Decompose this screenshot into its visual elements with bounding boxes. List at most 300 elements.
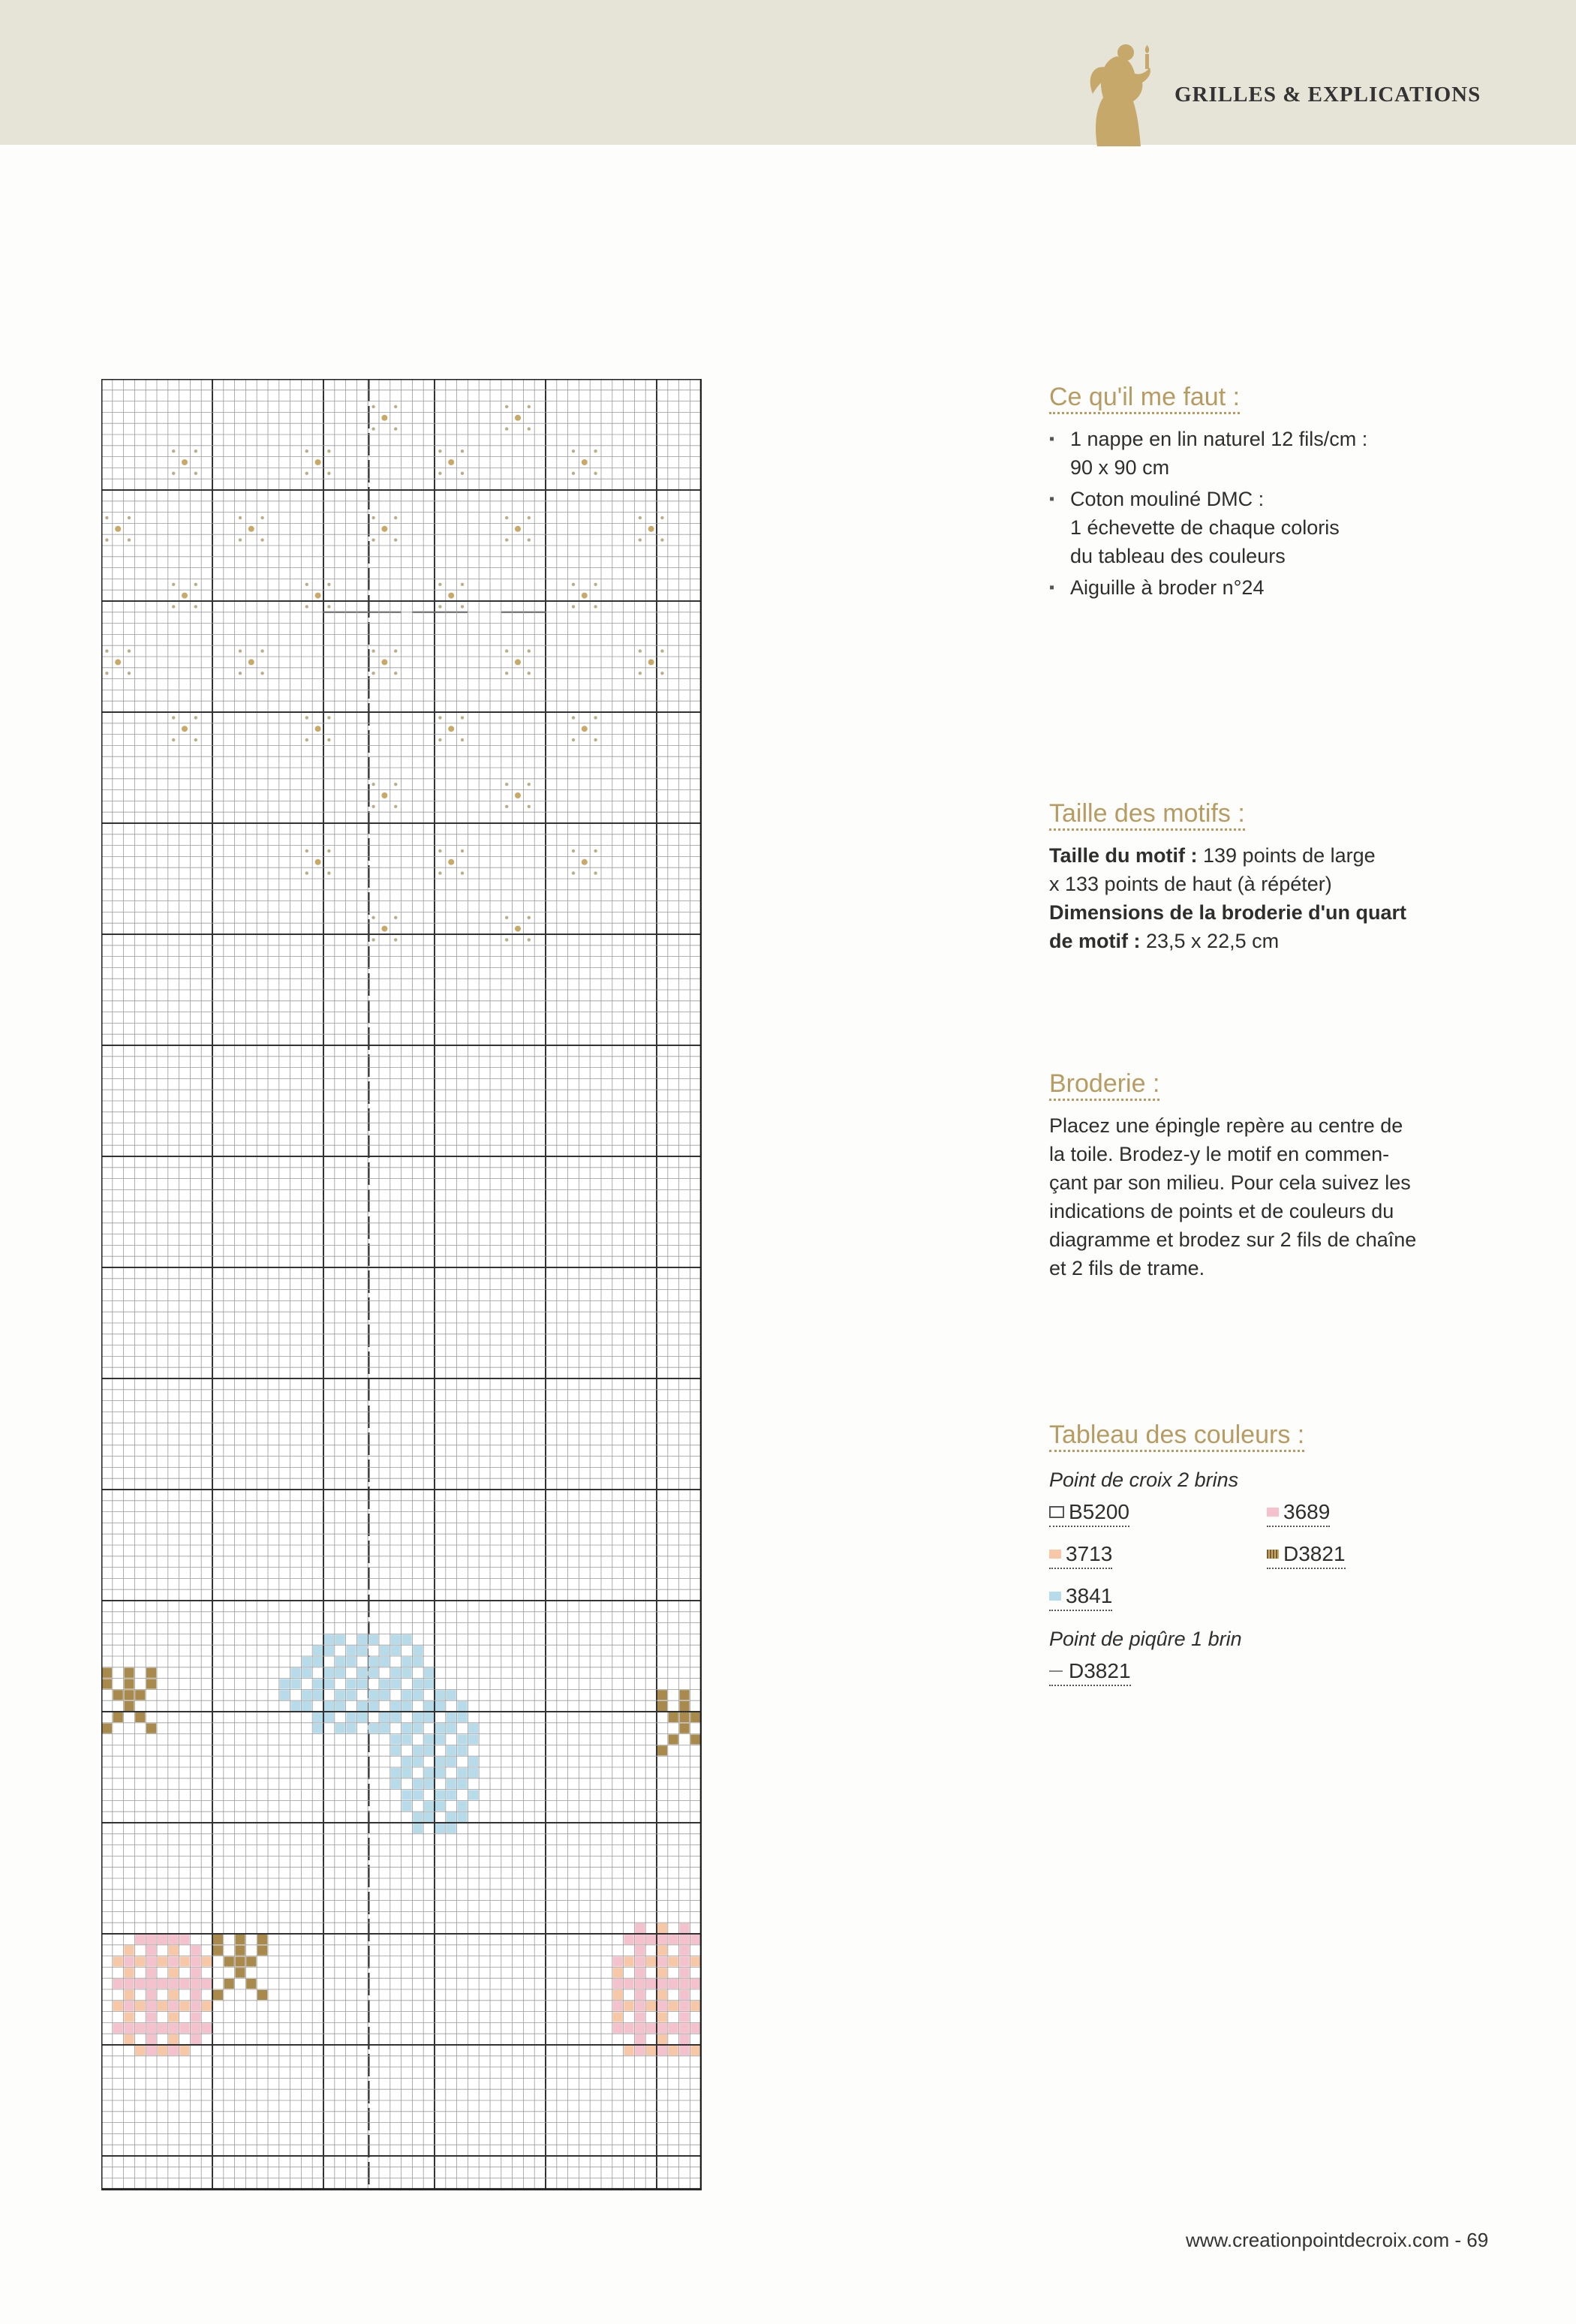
star-stitch [315, 593, 321, 599]
peach-stitch [191, 2034, 200, 2044]
peach-stitch [169, 2034, 179, 2044]
materials-section [1049, 383, 1514, 605]
gold-hatched-swatch-icon [1267, 1550, 1279, 1559]
star-stitch [505, 405, 508, 408]
blue-stitch [413, 1734, 423, 1744]
star-stitch [438, 738, 441, 741]
peach-stitch [146, 1956, 156, 1966]
star-stitch [572, 605, 575, 608]
peach-stitch [191, 2001, 200, 2011]
peach-stitch [124, 2023, 134, 2033]
peach-stitch [657, 2023, 667, 2033]
blue-stitch [413, 1724, 423, 1733]
peach-stitch [158, 2046, 167, 2055]
star-stitch [260, 672, 263, 675]
materials-list [1049, 425, 1514, 602]
blue-stitch [357, 1690, 367, 1700]
star-stitch [194, 449, 197, 452]
blue-stitch [447, 1768, 456, 1778]
peach-stitch [613, 2012, 623, 2022]
peach-stitch [179, 2023, 189, 2033]
blue-stitch [391, 1768, 401, 1778]
star-stitch [371, 938, 374, 941]
blue-stitch [324, 1634, 334, 1644]
blue-stitch [435, 1712, 445, 1722]
blue-stitch [447, 1734, 456, 1744]
blue-stitch [424, 1745, 434, 1755]
peach-stitch [635, 1968, 645, 1977]
blue-stitch [413, 1823, 423, 1833]
blue-stitch [413, 1768, 423, 1778]
blue-stitch [402, 1812, 411, 1822]
blue-stitch [457, 1734, 467, 1744]
blue-stitch [424, 1823, 434, 1833]
star-stitch [305, 472, 308, 475]
blue-stitch [368, 1679, 378, 1688]
gold-star-stitch [257, 1990, 267, 2000]
peach-stitch [158, 2001, 167, 2011]
gold-star-stitch [102, 1668, 112, 1678]
blue-stitch [346, 1712, 356, 1722]
peach-stitch [613, 1968, 623, 1977]
blue-stitch [435, 1701, 445, 1711]
star-stitch [327, 472, 330, 475]
peach-stitch [657, 1935, 667, 1944]
blue-stitch [391, 1646, 401, 1655]
blue-stitch [357, 1712, 367, 1722]
blue-stitch [468, 1768, 478, 1778]
blue-stitch [447, 1812, 456, 1822]
gold-star-stitch [113, 1712, 123, 1722]
star-stitch [528, 938, 531, 941]
blue-stitch [424, 1701, 434, 1711]
blue-stitch [302, 1679, 311, 1688]
star-stitch [461, 716, 464, 719]
blue-stitch [391, 1757, 401, 1766]
star-stitch [528, 672, 531, 675]
peach-stitch [113, 1979, 123, 1989]
star-stitch [305, 716, 308, 719]
star-stitch [505, 649, 508, 652]
blue-stitch [346, 1679, 356, 1688]
peach-stitch [202, 2001, 212, 2011]
peach-stitch [179, 2046, 189, 2055]
peach-stitch [624, 1935, 633, 1944]
gold-star-stitch [246, 1956, 256, 1966]
gold-star-stitch [669, 1734, 678, 1744]
star-stitch [260, 538, 263, 541]
star-stitch [305, 605, 308, 608]
legend-item-3713 [1049, 1542, 1112, 1569]
peach-stitch [679, 2034, 689, 2044]
star-stitch [594, 449, 597, 452]
star-stitch [594, 605, 597, 608]
star-stitch [515, 659, 521, 665]
star-stitch [105, 516, 108, 519]
color-code: D3821 [1069, 1659, 1131, 1683]
peach-stitch [646, 2001, 656, 2011]
peach-stitch [690, 1979, 700, 1989]
blue-stitch [280, 1679, 290, 1688]
peach-stitch [135, 1968, 145, 1977]
peach-stitch [179, 2034, 189, 2044]
peach-stitch [679, 1956, 689, 1966]
star-stitch [448, 859, 454, 865]
star-stitch [594, 738, 597, 741]
peach-stitch [158, 1968, 167, 1977]
peach-stitch [191, 2023, 200, 2033]
blue-stitch [302, 1712, 311, 1722]
peach-stitch [158, 1935, 167, 1944]
blue-stitch [468, 1745, 478, 1755]
star-stitch [594, 472, 597, 475]
gold-star-stitch [146, 1724, 156, 1733]
peach-stitch [191, 2012, 200, 2022]
star-stitch [194, 605, 197, 608]
star-stitch [639, 516, 642, 519]
blue-stitch [324, 1668, 334, 1678]
peach-stitch [158, 2034, 167, 2044]
star-stitch [239, 672, 242, 675]
gold-star-stitch [135, 1690, 145, 1700]
star-stitch [239, 649, 242, 652]
blue-stitch [324, 1712, 334, 1722]
item-line: du tableau des couleurs [1070, 545, 1286, 568]
peach-stitch [669, 2023, 678, 2033]
peach-stitch [169, 1946, 179, 1956]
gold-star-stitch [679, 1724, 689, 1733]
peach-stitch [669, 1990, 678, 2000]
blue-stitch [468, 1734, 478, 1744]
blue-stitch [402, 1757, 411, 1766]
peach-stitch [179, 1946, 189, 1956]
blue-stitch [324, 1679, 334, 1688]
blue-stitch [468, 1757, 478, 1766]
star-stitch [371, 405, 374, 408]
blue-stitch [435, 1690, 445, 1700]
blue-stitch [324, 1701, 334, 1711]
peach-stitch [613, 1990, 623, 2000]
blue-stitch [368, 1690, 378, 1700]
blue-stitch [391, 1790, 401, 1799]
gold-star-stitch [235, 1935, 245, 1944]
blue-stitch [368, 1712, 378, 1722]
gold-star-stitch [235, 1968, 245, 1977]
star-stitch [172, 716, 175, 719]
star-stitch [528, 405, 531, 408]
peach-stitch [624, 2012, 633, 2022]
star-stitch [582, 726, 588, 732]
blue-stitch [447, 1701, 456, 1711]
star-stitch [371, 427, 374, 430]
gold-star-stitch [235, 1956, 245, 1966]
peach-stitch [202, 2012, 212, 2022]
instruction-line: la toile. Brodez-y le motif en commen- [1049, 1143, 1390, 1166]
star-stitch [105, 672, 108, 675]
white-square-swatch-icon [1049, 1506, 1064, 1518]
item-line: 1 échevette de chaque coloris [1070, 516, 1340, 540]
peach-stitch [124, 1968, 134, 1977]
peach-stitch [657, 1979, 667, 1989]
star-stitch [639, 538, 642, 541]
legend-item-b5200 [1049, 1500, 1129, 1527]
peach-stitch [657, 2034, 667, 2044]
legend-item-3689 [1267, 1500, 1330, 1527]
star-stitch [515, 926, 521, 932]
peach-stitch [679, 2046, 689, 2055]
star-stitch [305, 583, 308, 586]
motif-size [1049, 841, 1514, 870]
angel-with-candle-icon [1081, 38, 1171, 150]
peach-stitch [158, 1956, 167, 1966]
star-stitch [660, 649, 663, 652]
peach-stitch [169, 2012, 179, 2022]
dimension [1049, 927, 1514, 955]
blue-stitch [402, 1734, 411, 1744]
gold-star-stitch [113, 1690, 123, 1700]
peach-stitch [657, 1990, 667, 2000]
blue-stitch [346, 1701, 356, 1711]
star-stitch [172, 449, 175, 452]
gold-star-stitch [135, 1712, 145, 1722]
star-stitch [572, 583, 575, 586]
blue-stitch [447, 1790, 456, 1799]
star-stitch [305, 871, 308, 874]
instruction-line: et 2 fils de trame. [1049, 1257, 1205, 1280]
peach-stitch [646, 1956, 656, 1966]
blue-stitch [391, 1690, 401, 1700]
blue-stitch [391, 1712, 401, 1722]
blue-stitch [335, 1634, 345, 1644]
blue-stitch [457, 1701, 467, 1711]
peach-stitch [179, 1990, 189, 2000]
blue-stitch [290, 1701, 300, 1711]
star-stitch [660, 538, 663, 541]
star-stitch [305, 738, 308, 741]
star-stitch [194, 583, 197, 586]
peach-stitch [624, 1968, 633, 1977]
gold-star-stitch [124, 1701, 134, 1711]
star-stitch [248, 526, 254, 532]
blue-stitch [335, 1701, 345, 1711]
star-stitch [438, 849, 441, 852]
peach-stitch [202, 1979, 212, 1989]
peach-stitch [113, 1968, 123, 1977]
peach-stitch [669, 1923, 678, 1933]
blue-stitch [346, 1724, 356, 1733]
size-title: Taille des motifs : [1049, 799, 1245, 831]
blue-stitch [357, 1634, 367, 1644]
peach-stitch [646, 2046, 656, 2055]
legend-item-3841 [1049, 1584, 1112, 1611]
star-stitch [582, 859, 588, 865]
star-stitch [105, 649, 108, 652]
peach-stitch [624, 2001, 633, 2011]
peach-stitch [679, 1968, 689, 1977]
star-stitch [528, 538, 531, 541]
star-stitch [505, 672, 508, 675]
star-stitch [594, 583, 597, 586]
star-stitch [572, 716, 575, 719]
star-stitch [528, 783, 531, 786]
peach-stitch [669, 1956, 678, 1966]
blue-stitch [313, 1679, 323, 1688]
gold-star-stitch [124, 1690, 134, 1700]
peach-stitch [135, 2012, 145, 2022]
peach-stitch [146, 2001, 156, 2011]
peach-stitch [202, 1990, 212, 2000]
star-stitch [528, 427, 531, 430]
peach-stitch [146, 2023, 156, 2033]
instruction-line: indications de points et de couleurs du [1049, 1200, 1394, 1223]
star-stitch [260, 516, 263, 519]
peach-stitch [124, 1990, 134, 2000]
backstitch-legend [1049, 1659, 1514, 1686]
cross-stitch-chart [101, 379, 702, 2195]
blue-stitch [357, 1668, 367, 1678]
blue-stitch [402, 1657, 411, 1667]
blue-stitch [447, 1745, 456, 1755]
blue-stitch [447, 1724, 456, 1733]
star-stitch [182, 593, 188, 599]
peach-stitch [146, 1990, 156, 2000]
dimension-label-text: Dimensions de la broderie d'un quart [1049, 901, 1406, 924]
star-stitch [182, 459, 188, 465]
star-stitch [315, 859, 321, 865]
blue-stitch [447, 1690, 456, 1700]
gold-star-stitch [224, 1956, 234, 1966]
star-stitch [528, 649, 531, 652]
star-stitch [448, 726, 454, 732]
blue-stitch [435, 1812, 445, 1822]
peach-stitch [179, 1956, 189, 1966]
blue-stitch [324, 1690, 334, 1700]
peach-stitch [669, 2034, 678, 2044]
peach-stitch [635, 1979, 645, 1989]
star-stitch [438, 871, 441, 874]
blue-stitch [368, 1657, 378, 1667]
blue-stitch [313, 1712, 323, 1722]
blue-stitch [357, 1646, 367, 1655]
peach-stitch [657, 2046, 667, 2055]
peach-stitch [635, 1935, 645, 1944]
blue-stitch [380, 1701, 389, 1711]
blue-stitch [380, 1634, 389, 1644]
section-title: GRILLES & EXPLICATIONS [1174, 83, 1481, 107]
blue-stitch [380, 1646, 389, 1655]
peach-stitch [169, 2046, 179, 2055]
blue-stitch [413, 1657, 423, 1667]
peach-stitch [179, 1979, 189, 1989]
peach-stitch [146, 1979, 156, 1989]
star-stitch [394, 538, 397, 541]
peach-stitch [158, 2012, 167, 2022]
peach-stitch [613, 2001, 623, 2011]
gold-star-stitch [213, 1935, 223, 1944]
blue-stitch [402, 1724, 411, 1733]
peach-stitch [113, 1956, 123, 1966]
peach-stitch [191, 1979, 200, 1989]
blue-stitch [413, 1757, 423, 1766]
star-stitch [461, 583, 464, 586]
blue-stitch [391, 1679, 401, 1688]
backstitch-label: Point de piqûre 1 brin [1049, 1628, 1242, 1651]
blue-stitch [402, 1801, 411, 1811]
star-stitch [128, 538, 131, 541]
blue-stitch [313, 1657, 323, 1667]
peach-stitch [669, 1968, 678, 1977]
blue-stitch [380, 1712, 389, 1722]
peach-stitch [690, 1946, 700, 1956]
peach-stitch [613, 1956, 623, 1966]
gold-star-stitch [213, 1946, 223, 1956]
blue-stitch [424, 1812, 434, 1822]
star-stitch [505, 538, 508, 541]
star-stitch [648, 659, 654, 665]
gold-star-stitch [146, 1679, 156, 1688]
peach-stitch [690, 2034, 700, 2044]
dimension-value: 23,5 x 22,5 cm [1140, 930, 1280, 953]
blue-stitch [402, 1768, 411, 1778]
blue-stitch [302, 1646, 311, 1655]
blue-stitch [435, 1779, 445, 1789]
peach-stitch [124, 1956, 134, 1966]
chart-svg [101, 379, 702, 2195]
blue-stitch [413, 1812, 423, 1822]
blue-stitch [424, 1668, 434, 1678]
color-code: D3821 [1283, 1542, 1346, 1566]
blue-stitch [424, 1690, 434, 1700]
blue-stitch [413, 1712, 423, 1722]
peach-stitch [690, 1923, 700, 1933]
star-stitch [115, 526, 121, 532]
gold-star-stitch [257, 1946, 267, 1956]
peach-stitch [679, 1946, 689, 1956]
peach-stitch [135, 1956, 145, 1966]
blue-stitch [402, 1646, 411, 1655]
gold-star-stitch [102, 1679, 112, 1688]
blue-stitch [447, 1779, 456, 1789]
blue-stitch [313, 1724, 323, 1733]
star-stitch [381, 415, 387, 421]
star-stitch [381, 792, 387, 798]
peach-stitch [690, 2001, 700, 2011]
peach-stitch [158, 1990, 167, 2000]
star-stitch [572, 871, 575, 874]
blue-stitch [402, 1701, 411, 1711]
blue-stitch [335, 1668, 345, 1678]
blue-stitch [424, 1724, 434, 1733]
blue-stitch [335, 1646, 345, 1655]
blue-stitch [402, 1712, 411, 1722]
materials-title: Ce qu'il me faut : [1049, 383, 1240, 414]
blue-stitch [435, 1757, 445, 1766]
star-stitch [572, 449, 575, 452]
blue-stitch [391, 1634, 401, 1644]
blue-stitch [290, 1657, 300, 1667]
star-stitch [327, 849, 330, 852]
peach-stitch [657, 1923, 667, 1933]
peach-stitch [679, 1935, 689, 1944]
color-table-section [1049, 1421, 1514, 1700]
peach-stitch [169, 1968, 179, 1977]
star-stitch [327, 605, 330, 608]
blue-stitch [368, 1646, 378, 1655]
gold-star-stitch [679, 1690, 689, 1700]
star-stitch [172, 583, 175, 586]
peach-stitch [191, 1990, 200, 2000]
peach-stitch [635, 1956, 645, 1966]
